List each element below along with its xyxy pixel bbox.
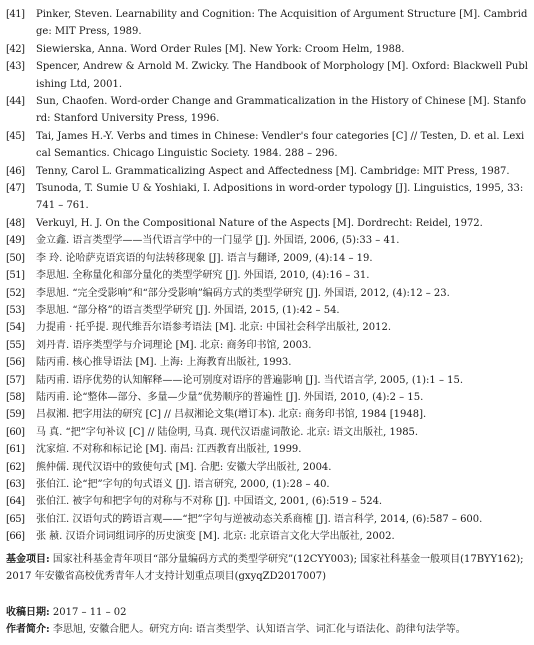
reference-item	[6, 163, 528, 180]
reference-number: [60]	[6, 426, 25, 438]
received-date	[6, 604, 528, 621]
reference-text: 张 赪. 汉语介词词组词序的历史演变 [M]. 北京: 北京语言文化大学出版社, 2002.	[36, 531, 395, 543]
fund-label: 基金项目:	[6, 554, 50, 565]
reference-item	[6, 441, 528, 458]
reference-item	[6, 58, 528, 93]
reference-item	[6, 6, 528, 41]
reference-item	[6, 267, 528, 284]
reference-text: 陆丙甫. 语序优势的认知解释——论可别度对语序的普遍影响 [J]. 当代语言学, 2005, (1):1 – 15.	[36, 374, 464, 386]
reference-text: Verkuyl, H. J. On the Compositional Nature of the Aspects [M]. Dordrecht: Reidel, 1972.	[36, 217, 483, 229]
reference-text: 力提甫 · 托乎提. 现代维吾尔语参考语法 [M]. 北京: 中国社会科学出版社, 2012.	[36, 322, 392, 334]
reference-item	[6, 372, 528, 389]
reference-text: Siewierska, Anna. Word Order Rules [M]. New York: Croom Helm, 1988.	[36, 43, 405, 55]
received-label: 收稿日期:	[6, 607, 50, 618]
reference-item	[6, 180, 528, 215]
reference-text: Tai, James H.-Y. Verbs and times in Chinese: Vendler's four categories [C] // Testen, D. et al. Lexical Semantics. Chicago Linguistic Society. 1984. 288 – 296.	[36, 130, 525, 160]
reference-text: 张伯江. 汉语句式的跨语言观——“把”字句与逆被动态关系商榷 [J]. 语言科学, 2014, (6):587 – 600.	[36, 513, 483, 525]
reference-item	[6, 424, 528, 441]
reference-text: 陆丙甫. 论“整体—部分、多量—少量”优势顺序的普遍性 [J]. 外国语, 2010, (4):2 – 15.	[36, 391, 424, 403]
reference-item	[6, 406, 528, 423]
reference-text: 张伯江. 论“把”字句的句式语义 [J]. 语言研究, 2000, (1):28 – 40.	[36, 478, 330, 490]
reference-number: [41]	[6, 9, 25, 20]
reference-text: 马 真. “把”字句补议 [C] // 陆俭明, 马真. 现代汉语虚词散论. 北京: 语文出版社, 1985.	[36, 426, 419, 438]
reference-text: Spencer, Andrew & Arnold M. Zwicky. The Handbook of Morphology [M]. Oxford: Blackwell Publishing Ltd, 2001.	[36, 61, 528, 90]
reference-number: [51]	[6, 270, 25, 282]
reference-number: [63]	[6, 478, 25, 490]
reference-number: [47]	[6, 183, 25, 195]
reference-item	[6, 232, 528, 249]
reference-number: [44]	[6, 96, 25, 108]
reference-number: [50]	[6, 252, 25, 264]
reference-text: 熊仲儒. 现代汉语中的致使句式 [M]. 合肥: 安徽大学出版社, 2004.	[36, 461, 332, 473]
reference-number: [48]	[6, 217, 25, 229]
reference-list	[6, 6, 528, 546]
reference-item	[6, 41, 528, 58]
reference-number: [56]	[6, 357, 25, 369]
reference-number: [64]	[6, 496, 25, 508]
reference-text: 金立鑫. 语言类型学——当代语言学中的一门显学 [J]. 外国语, 2006, (5):33 – 41.	[36, 235, 400, 247]
reference-text: 刘丹青. 语序类型学与介词理论 [M]. 北京: 商务印书馆, 2003.	[36, 339, 312, 351]
reference-number: [45]	[6, 130, 25, 142]
reference-text: Tenny, Carol L. Grammaticalizing Aspect and Affectedness [M]. Cambridge: MIT Press, 1987.	[36, 165, 510, 177]
reference-number: [58]	[6, 391, 25, 403]
author-text: 李思旭, 安徽合肥人。研究方向: 语言类型学、认知语言学、词汇化与语法化、韵律句法学等。	[52, 624, 466, 635]
reference-item	[6, 128, 528, 163]
reference-text: 张伯江. 被字句和把字句的对称与不对称 [J]. 中国语文, 2001, (6):519 – 524.	[36, 496, 383, 508]
received-value: 2017 – 11 – 02	[52, 607, 127, 618]
reference-number: [55]	[6, 339, 25, 351]
reference-item	[6, 250, 528, 267]
reference-text: 陆丙甫. 核心推导语法 [M]. 上海: 上海教育出版社, 1993.	[36, 357, 292, 369]
reference-text: 李 玲. 论哈萨克语宾语的句法转移现象 [J]. 语言与翻译, 2009, (4):14 – 19.	[36, 252, 373, 264]
reference-item	[6, 459, 528, 476]
fund-info	[6, 551, 528, 586]
reference-number: [52]	[6, 287, 25, 299]
reference-item	[6, 302, 528, 319]
reference-number: [65]	[6, 513, 25, 525]
reference-number: [62]	[6, 461, 25, 473]
reference-item	[6, 215, 528, 232]
reference-item	[6, 476, 528, 493]
reference-number: [53]	[6, 304, 25, 316]
fund-text: 国家社科基金青年项目“部分量编码方式的类型学研究”(12CYY003); 国家社科基金一般项目(17BYY162); 2017 年安徽省高校优秀青年人才支持计划重点项目(gxyqZD2017007)	[6, 554, 524, 583]
reference-text: 李思旭. 全称量化和部分量化的类型学研究 [J]. 外国语, 2010, (4):16 – 31.	[36, 270, 370, 282]
reference-item	[6, 285, 528, 302]
reference-item	[6, 493, 528, 510]
reference-item	[6, 528, 528, 545]
reference-number: [42]	[6, 43, 25, 55]
reference-text: 李思旭. “部分格”的语言类型学研究 [J]. 外国语, 2015, (1):42 – 54.	[36, 304, 340, 316]
reference-number: [57]	[6, 374, 25, 386]
reference-item	[6, 93, 528, 128]
reference-number: [43]	[6, 61, 25, 73]
reference-number: [54]	[6, 322, 25, 334]
reference-item	[6, 511, 528, 528]
reference-item	[6, 319, 528, 336]
reference-text: 李思旭. “完全受影响”和“部分受影响”编码方式的类型学研究 [J]. 外国语, 2012, (4):12 – 23.	[36, 287, 450, 299]
author-label: 作者简介:	[6, 624, 50, 635]
reference-text: Tsunoda, T. Sumie U & Yoshiaki, I. Adpositions in word-order typology [J]. Linguistics, 1995, 33:741 – 761.	[36, 183, 524, 212]
reference-number: [59]	[6, 409, 25, 421]
reference-item	[6, 337, 528, 354]
reference-number: [66]	[6, 531, 25, 543]
reference-text: Pinker, Steven. Learnability and Cognition: The Acquisition of Argument Structure [M]. Cambridge: MIT Press, 1989.	[36, 9, 528, 38]
author-bio	[6, 621, 528, 638]
reference-number: [46]	[6, 165, 25, 177]
reference-item	[6, 389, 528, 406]
reference-number: [49]	[6, 235, 25, 247]
reference-text: 吕叔湘. 把字用法的研究 [C] // 吕叔湘论文集(增订本). 北京: 商务印书馆, 1984 [1948].	[36, 409, 427, 421]
reference-text: Sun, Chaofen. Word-order Change and Grammaticalization in the History of Chinese [M]. Stanford: Stanford University Press, 1996.	[36, 96, 526, 125]
reference-number: [61]	[6, 444, 25, 456]
reference-text: 沈家煊. 不对称和标记论 [M]. 南昌: 江西教育出版社, 1999.	[36, 444, 302, 456]
reference-item	[6, 354, 528, 371]
